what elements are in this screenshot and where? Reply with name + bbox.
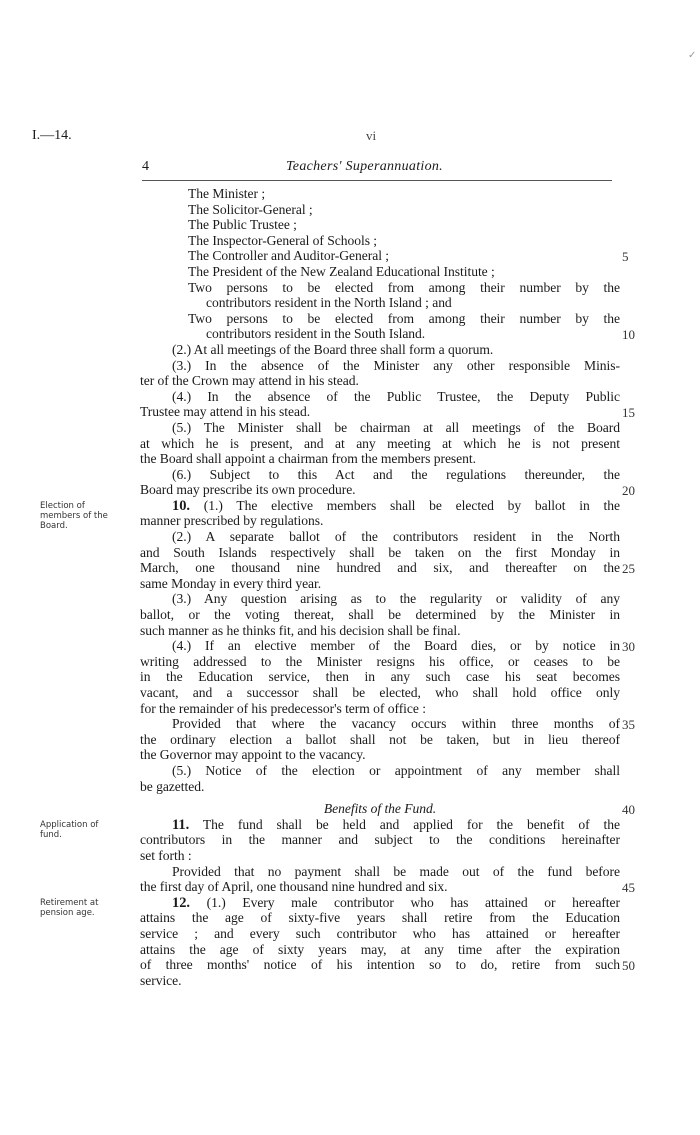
line-text: Two persons to be elected from among their number by the: [188, 279, 620, 295]
text-line: [140, 498, 620, 514]
text-line: [140, 404, 620, 420]
text-line: [140, 910, 620, 926]
line-text: in the Education service, then in any such case his seat becomes: [140, 669, 620, 685]
line-number: 30: [622, 639, 635, 655]
line-text: set forth :: [140, 847, 192, 863]
text-line: [140, 482, 620, 498]
line-text: (2.) A separate ballot of the contributors resident in the North: [172, 529, 620, 545]
line-text: Provided that no payment shall be made out of the fund before: [172, 863, 620, 879]
text-line: [140, 607, 620, 623]
line-number: 15: [622, 405, 635, 421]
line-text: be gazetted.: [140, 778, 205, 794]
text-line: [140, 233, 620, 249]
line-text: for the remainder of his predecessor's term of office :: [140, 700, 426, 716]
text-line: [140, 779, 620, 795]
line-text: Board may prescribe its own procedure.: [140, 482, 356, 498]
line-text: at which he is present, and at any meeting at which he is not present: [140, 435, 620, 451]
text-line: [140, 513, 620, 529]
line-text: The Minister ;: [188, 186, 266, 201]
text-line: [140, 895, 620, 911]
text-line: [140, 879, 620, 895]
line-number: 5: [622, 249, 629, 265]
text-line: [140, 295, 620, 311]
text-line: [140, 467, 620, 483]
text-line: [140, 685, 620, 701]
line-text: manner prescribed by regulations.: [140, 513, 324, 529]
line-text: The Controller and Auditor-General ;: [188, 248, 390, 264]
line-text: of three months' notice of his intention so to do, retire from such: [140, 957, 620, 973]
line-text: the Board shall appoint a chairman from the members present.: [140, 451, 476, 467]
line-text: (1.) The elective members shall be elected by ballot in the: [189, 497, 620, 513]
text-line: [140, 451, 620, 467]
line-text: (5.) The Minister shall be chairman at all meetings of the Board: [172, 419, 620, 435]
line-number: 35: [622, 717, 635, 733]
line-text: The President of the New Zealand Educational Institute ;: [188, 263, 495, 279]
text-line: [140, 957, 620, 973]
margin-note: Retirement at pension age.: [40, 898, 99, 918]
line-text: contributors resident in the North Island ; and: [206, 295, 452, 311]
line-text: writing addressed to the Minister resigns his office, or ceases to be: [140, 653, 620, 669]
line-text: contributors resident in the South Island.: [206, 326, 426, 342]
text-line: [140, 202, 620, 218]
text-line: [140, 747, 620, 763]
line-text: the Governor may appoint to the vacancy.: [140, 747, 366, 763]
line-text: the ordinary election a ballot shall not be taken, but in lieu thereof: [140, 731, 620, 747]
text-line: [140, 638, 620, 654]
line-number: 10: [622, 327, 635, 343]
text-line: [140, 529, 620, 545]
line-text: Benefits of the Fund.: [323, 801, 437, 817]
text-line: [140, 326, 620, 342]
line-text: attains the age of sixty-five years shall retire from the Education: [140, 910, 620, 926]
text-line: [140, 389, 620, 405]
line-text: and South Islands respectively shall be taken on the first Monday in: [140, 544, 620, 560]
text-line: [140, 973, 620, 989]
section-number: 11.: [172, 816, 190, 833]
line-text: the first day of April, one thousand nine hundred and six.: [140, 879, 448, 895]
line-number: 40: [622, 802, 635, 818]
page-roman-numeral: vi: [366, 128, 377, 143]
text-line: [140, 545, 620, 561]
text-line: [140, 186, 620, 202]
line-text: (2.) At all meetings of the Board three shall form a quorum.: [172, 341, 494, 357]
line-text: (6.) Subject to this Act and the regulations thereunder, the: [172, 466, 620, 482]
text-line: [140, 576, 620, 592]
line-text: service ; and every such contributor who has attained or hereafter: [140, 925, 620, 941]
text-line: [140, 832, 620, 848]
text-line: [140, 248, 620, 264]
header-rule: [142, 180, 612, 181]
margin-note: Election of members of the Board.: [40, 501, 108, 531]
text-line: [140, 701, 620, 717]
line-text: contributors in the manner and subject to the conditions hereinafter: [140, 832, 620, 848]
text-line: [140, 373, 620, 389]
text-line: [140, 942, 620, 958]
line-text: service.: [140, 972, 182, 988]
line-text: The Public Trustee ;: [188, 217, 297, 233]
text-line: [140, 358, 620, 374]
line-text: Two persons to be elected from among their number by the: [188, 310, 620, 326]
text-line: [140, 420, 620, 436]
text-line: [140, 654, 620, 670]
line-text: (4.) If an elective member of the Board dies, or by notice in: [172, 638, 620, 654]
line-text: The fund shall be held and applied for the benefit of the: [189, 816, 620, 832]
text-line: [140, 732, 620, 748]
line-text: (4.) In the absence of the Public Trustee, the Deputy Public: [172, 388, 620, 404]
text-line: [140, 926, 620, 942]
line-text: ballot, or the voting thereat, shall be determined by the Minister in: [140, 607, 620, 623]
text-line: [140, 623, 620, 639]
body-text: [140, 186, 620, 988]
text-line: [140, 669, 620, 685]
line-number: 45: [622, 880, 635, 896]
running-title: Teachers' Superannuation.: [286, 159, 443, 174]
section-number: 10.: [172, 497, 190, 514]
line-text: ter of the Crown may attend in his stead.: [140, 373, 359, 389]
line-text: The Inspector-General of Schools ;: [188, 232, 378, 248]
line-text: vacant, and a successor shall be elected, who shall hold office only: [140, 685, 620, 700]
heading-gap: [140, 794, 620, 801]
text-line: [140, 817, 620, 833]
line-text: (5.) Notice of the election or appointment of any member shall: [172, 762, 620, 778]
text-line: [140, 560, 620, 576]
text-line: [140, 848, 620, 864]
line-number: 25: [622, 561, 635, 577]
page-number: 4: [142, 159, 149, 174]
line-number: 50: [622, 958, 635, 974]
line-text: Trustee may attend in his stead.: [140, 404, 311, 420]
text-line: [140, 716, 620, 732]
text-line: [140, 217, 620, 233]
line-text: (3.) In the absence of the Minister any other responsible Minis-: [172, 357, 620, 373]
line-text: (1.) Every male contributor who has attained or hereafter: [189, 894, 620, 910]
text-line: [140, 264, 620, 280]
section-heading: [140, 801, 620, 817]
document-reference: I.—14.: [32, 128, 72, 143]
text-line: [140, 591, 620, 607]
text-line: [140, 311, 620, 327]
margin-note: Application of fund.: [40, 820, 99, 840]
text-line: [140, 436, 620, 452]
line-text: March, one thousand nine hundred and six, and thereafter on the: [140, 560, 620, 576]
text-line: [140, 342, 620, 358]
section-number: 12.: [172, 894, 190, 911]
text-line: [140, 280, 620, 296]
scan-edge-mark: ✓: [688, 50, 697, 61]
line-text: attains the age of sixty years may, at any time after the expiration: [140, 941, 620, 957]
line-text: Provided that where the vacancy occurs within three months of: [172, 716, 620, 732]
text-line: [140, 763, 620, 779]
line-text: The Solicitor-General ;: [188, 201, 313, 217]
line-number: 20: [622, 483, 635, 499]
line-text: (3.) Any question arising as to the regularity or validity of any: [172, 591, 620, 607]
line-text: same Monday in every third year.: [140, 575, 322, 591]
line-text: such manner as he thinks fit, and his decision shall be final.: [140, 622, 461, 638]
text-line: [140, 864, 620, 880]
